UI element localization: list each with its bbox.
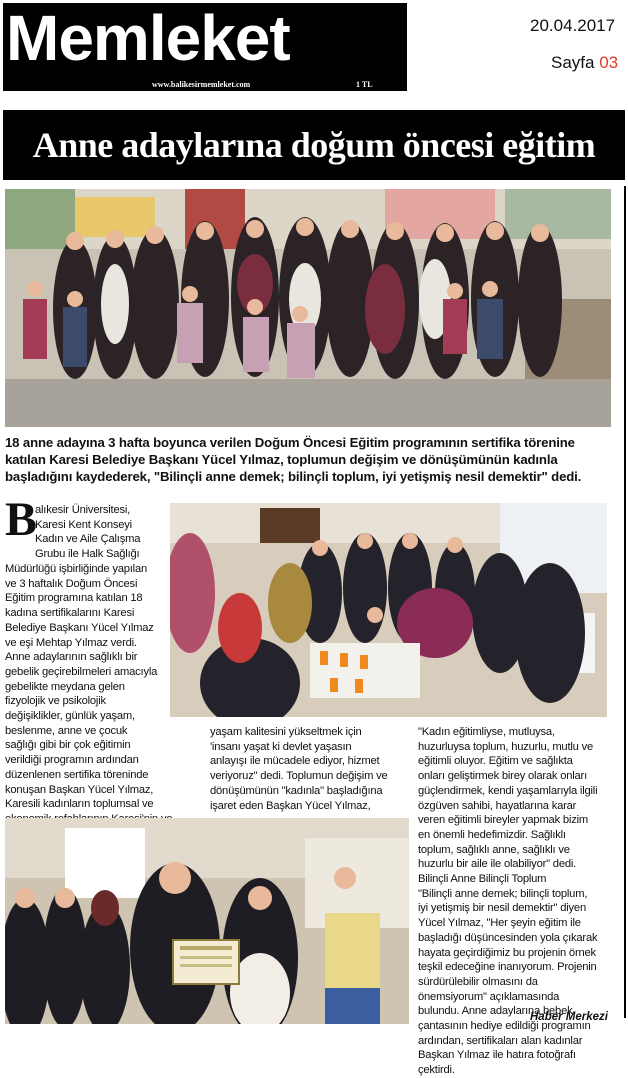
body-line: Grubu ile Halk Sağlığı xyxy=(35,548,140,561)
body-line: yaşam kalitesini yükseltmek için xyxy=(210,726,362,738)
body-line: veriyoruz" dedi. Toplumun değişim ve xyxy=(210,770,388,783)
body-line: huzurlu bir aile ile olabiliyor" dedi. xyxy=(418,858,577,871)
body-line: fizyolojik ve psikolojik xyxy=(5,695,106,708)
body-line: gebelikte meydana gelen xyxy=(5,680,125,693)
body-line: gebelik geçirebilmeleri amacıyla xyxy=(5,665,158,678)
body-line: işaret eden Başkan Yücel Yılmaz, xyxy=(210,799,371,812)
body-line: sağlığı gibi bir çok eğitimin xyxy=(5,739,131,752)
body-line: önemsiyorum" açıklamasında xyxy=(418,990,560,1003)
body-line: Başkan Yılmaz ile hatıra fotoğrafı xyxy=(418,1049,576,1062)
ceremony-photo xyxy=(170,503,607,717)
body-line: Karesi Kent Konseyi xyxy=(35,518,132,531)
column-2 xyxy=(210,725,410,813)
body-line: Eğitim programına katılan 18 xyxy=(5,592,143,605)
issue-date: 20.04.2017 xyxy=(530,16,616,35)
body-line: 'insanı yaşat ki devlet yaşasın xyxy=(210,740,352,753)
body-line: Yücel Yılmaz, "Her şeyin eğitim ile xyxy=(418,917,581,930)
headline: Anne adaylarına doğum öncesi eğitim xyxy=(32,125,596,165)
body-line: güçlendirmek, kendi yaşamlarıyla ilgili xyxy=(418,784,598,797)
lead-line: katılan Karesi Belediye Başkanı Yücel Yılmaz, toplumun değişim ve dönüşümünün kadınla xyxy=(5,452,558,467)
body-line: onları geliştirmek birey olarak onları xyxy=(418,770,587,783)
body-line: beslenme, anne ve çocuk xyxy=(5,724,128,737)
body-line: Karesili kadınların toplumsal ve xyxy=(5,798,154,811)
body-line: ve eşi Mehtap Yılmaz verdi. xyxy=(5,636,137,649)
body-line: Anne adaylarının sağlıklı bir xyxy=(5,651,138,664)
body-line: düzenlenen sertifika töreninde xyxy=(5,768,149,781)
body-line: çektirdi. xyxy=(418,1064,455,1077)
page-edge-rule xyxy=(624,186,626,1018)
body-line: "Kadın eğitimliyse, mutluysa, xyxy=(418,726,555,738)
byline-credit: Haber Merkezi xyxy=(530,1011,608,1023)
body-line: hayata geçirdiğimiz bu projenin örnek xyxy=(418,946,596,959)
website-url[interactable]: www.balikesirmemleket.com xyxy=(152,80,251,89)
body-line: huzurluysa toplum, huzurlu, mutlu ve xyxy=(418,740,593,753)
body-line: Belediye Başkanı Yücel Yılmaz xyxy=(5,621,154,634)
body-line: teşkil edeceğine inanıyorum. Projenin xyxy=(418,961,597,974)
body-line: Müdürlüğü işbirliğinde yapılan xyxy=(5,563,148,575)
price-label: 1 TL xyxy=(356,80,373,89)
body-line: değişiklikler, günlük yaşam, xyxy=(5,710,135,723)
body-line: başladığı düşüncesinden yola çıkarak xyxy=(418,931,598,944)
body-line: dönüşümünün "kadınla" başladığına xyxy=(210,784,383,797)
lead-line: 18 anne adayına 3 hafta boyunca verilen Doğum Öncesi Eğitim programının sertifika törenine xyxy=(5,435,575,450)
body-line: "Bilinçli anne demek; bilinçli toplum, xyxy=(418,887,588,900)
lead-line: başladığını kaydederek, "Bilinçli anne demek; bilinçli toplum, iyi yetişmiş nesil demektir" dedi. xyxy=(5,469,582,484)
body-line: alıkesir Üniversitesi, xyxy=(35,504,131,516)
body-line: ve 3 haftalık Doğum Öncesi xyxy=(5,577,138,590)
body-line: Kadın ve Aile Çalışma xyxy=(35,533,141,546)
body-line: konuşan Başkan Yücel Yılmaz, xyxy=(5,783,154,796)
body-line: Bilinçli Anne Bilinçli Toplum xyxy=(418,873,547,886)
group-photo xyxy=(5,189,611,427)
body-line: eğitimli oluyor. Eğitim ve sağlıkta xyxy=(418,755,573,768)
column-1-body xyxy=(5,562,170,856)
body-line: kadına sertifikalarını Karesi xyxy=(5,607,135,620)
body-line: toplum, sağlıklı anne, sağlıklı ve xyxy=(418,843,570,856)
body-line: anlayışı ile mücadele ediyor, hizmet xyxy=(210,755,380,768)
body-line: verildiği programın ardından xyxy=(5,754,139,767)
body-line: veren eğitimli bireyler yapmak bizim xyxy=(418,814,588,827)
newspaper-logo: Memleket xyxy=(6,2,290,74)
body-line: ardından, sertifikaları alan kadınlar xyxy=(418,1034,583,1047)
column-1-top xyxy=(35,503,170,562)
body-line: en önemli hedefimizdir. Sağlıklı xyxy=(418,828,566,841)
body-line: çantasının hediye edildiği programın xyxy=(418,1020,591,1033)
column-3 xyxy=(418,725,622,1078)
page-indicator xyxy=(551,53,618,73)
body-line: sürdürülebilir olmasını da xyxy=(418,975,538,988)
article-lead xyxy=(5,434,617,485)
page-label: Sayfa xyxy=(551,53,595,72)
drop-cap: B xyxy=(5,493,38,546)
certificate-photo xyxy=(5,818,409,1024)
body-line: özgüven sahibi, hayatlarına karar xyxy=(418,799,577,812)
body-line: bulundu. Anne adaylarına bebek xyxy=(418,1005,573,1018)
body-line: iyi yetişmiş bir nesil demektir" diyen xyxy=(418,902,586,915)
page-number: 03 xyxy=(599,53,619,72)
